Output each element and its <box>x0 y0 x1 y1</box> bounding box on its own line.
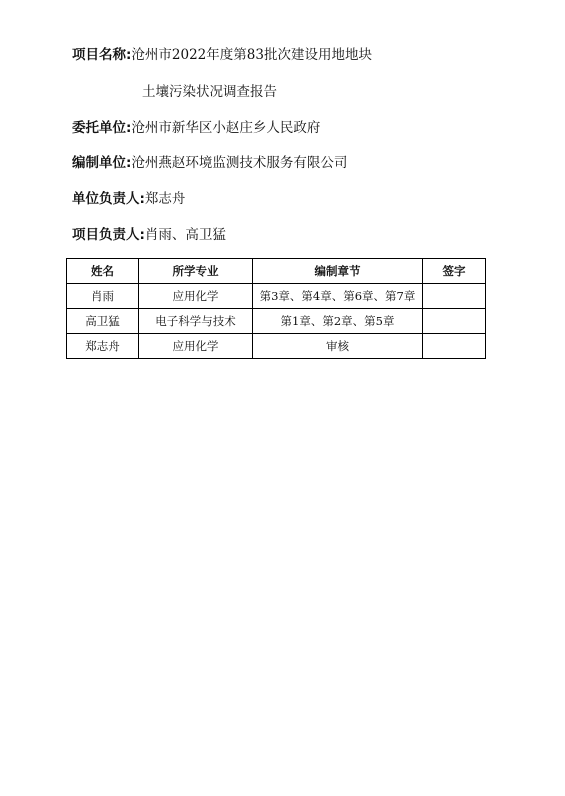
cell-major: 应用化学 <box>139 284 253 309</box>
cell-major: 应用化学 <box>139 334 253 359</box>
header-chapters: 编制章节 <box>253 259 423 284</box>
cell-chapters: 第1章、第2章、第5章 <box>253 309 423 334</box>
compiler-line <box>72 151 347 171</box>
header-name: 姓名 <box>67 259 139 284</box>
unit-head-label: 单位负责人: <box>72 191 145 207</box>
project-name-value-line2: 土壤污染状况调查报告 <box>142 84 277 100</box>
compiler-label: 编制单位: <box>72 155 132 171</box>
table-row <box>67 309 486 334</box>
project-name-label: 项目名称: <box>72 47 132 63</box>
client-label: 委托单位: <box>72 120 132 136</box>
project-head-line <box>72 223 226 243</box>
project-name-line <box>72 43 372 63</box>
cell-major: 电子科学与技术 <box>139 309 253 334</box>
client-value: 沧州市新华区小赵庄乡人民政府 <box>131 120 321 136</box>
project-head-label: 项目负责人: <box>72 227 145 243</box>
table-row <box>67 334 486 359</box>
staff-table <box>66 258 486 359</box>
table-row <box>67 284 486 309</box>
compiler-value: 沧州燕赵环境监测技术服务有限公司 <box>131 155 348 171</box>
cell-name: 郑志舟 <box>67 334 139 359</box>
cell-chapters: 审核 <box>253 334 423 359</box>
table-header-row <box>67 259 486 284</box>
cell-name: 高卫猛 <box>67 309 139 334</box>
header-signature: 签字 <box>423 259 486 284</box>
cell-name: 肖雨 <box>67 284 139 309</box>
header-major: 所学专业 <box>139 259 253 284</box>
project-head-value: 肖雨、高卫猛 <box>144 227 226 243</box>
project-name-value: 沧州市2022年度第83批次建设用地地块 <box>131 47 372 63</box>
cell-signature <box>423 334 486 359</box>
cell-chapters: 第3章、第4章、第6章、第7章 <box>253 284 423 309</box>
cell-signature <box>423 284 486 309</box>
unit-head-line <box>72 187 185 207</box>
client-line <box>72 116 320 136</box>
cell-signature <box>423 309 486 334</box>
unit-head-value: 郑志舟 <box>144 191 186 207</box>
